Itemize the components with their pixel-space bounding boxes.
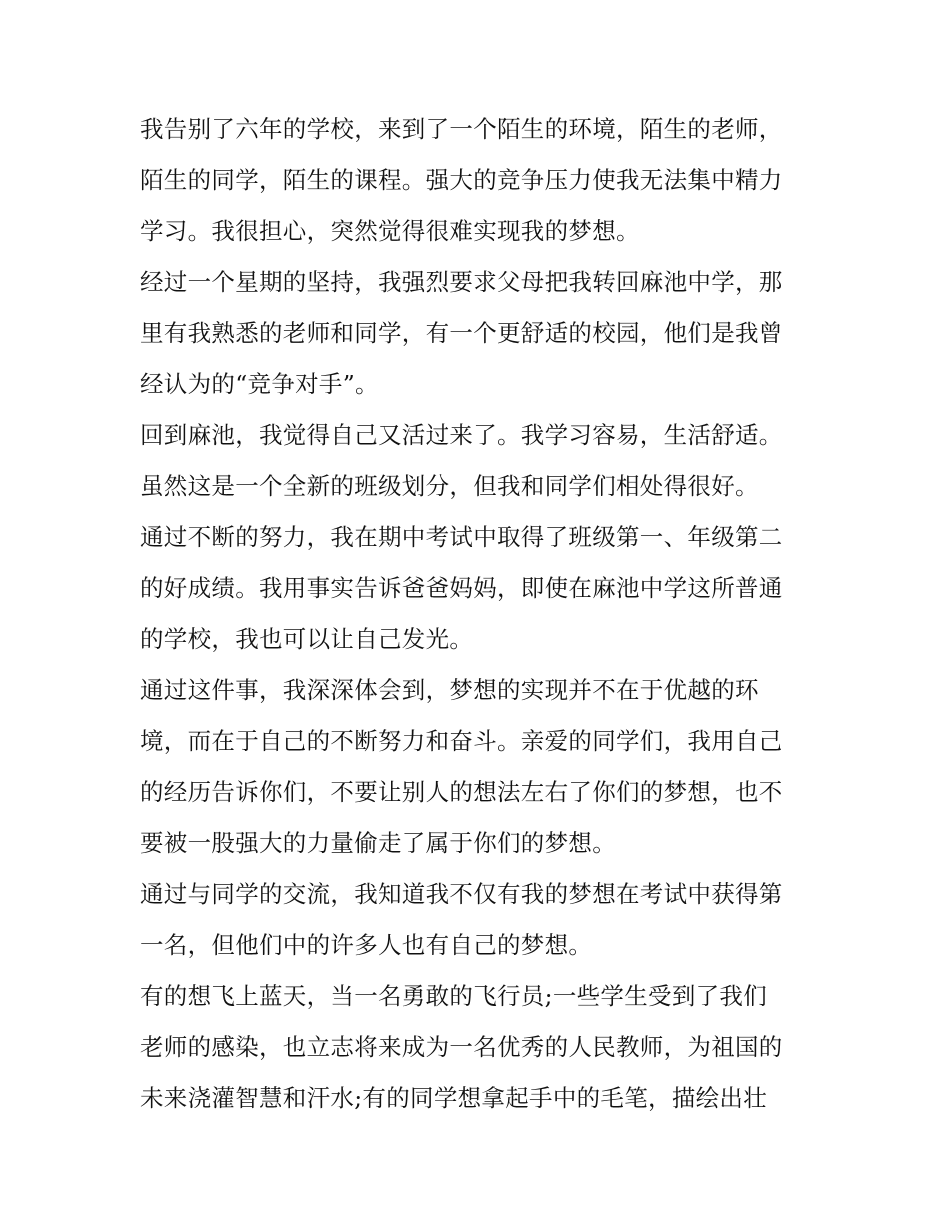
text-line: 经过一个星期的坚持，我强烈要求父母把我转回麻池中学，那 [140,268,783,296]
text-line: 有的想飞上蓝天，当一名勇敢的飞行员;一些学生受到了我们 [140,982,768,1010]
text-line: 陌生的同学，陌生的课程。强大的竞争压力使我无法集中精力 [140,166,783,194]
text-line: 学习。我很担心，突然觉得很难实现我的梦想。 [140,217,640,245]
text-line: 经认为的“竞争对手”。 [140,370,379,398]
text-line: 未来浇灌智慧和汗水;有的同学想拿起手中的毛笔，描绘出壮 [140,1084,768,1112]
text-line: 回到麻池，我觉得自己又活过来了。我学习容易，生活舒适。 [140,421,783,449]
body-text [140,104,830,1124]
text-line: 老师的感染，也立志将来成为一名优秀的人民教师，为祖国的 [140,1033,783,1061]
text-line: 的经历告诉你们，不要让别人的想法左右了你们的梦想，也不 [140,778,783,806]
text-line: 通过与同学的交流，我知道我不仅有我的梦想在考试中获得第 [140,880,783,908]
text-line: 的好成绩。我用事实告诉爸爸妈妈，即使在麻池中学这所普通 [140,574,783,602]
text-line: 的学校，我也可以让自己发光。 [140,625,474,653]
text-line: 我告别了六年的学校，来到了一个陌生的环境，陌生的老师， [140,115,783,143]
text-line: 境，而在于自己的不断努力和奋斗。亲爱的同学们，我用自己 [140,727,783,755]
text-line: 一名，但他们中的许多人也有自己的梦想。 [140,931,593,959]
text-line: 要被一股强大的力量偷走了属于你们的梦想。 [140,829,616,857]
text-line: 虽然这是一个全新的班级划分，但我和同学们相处得很好。 [140,472,759,500]
text-line: 通过不断的努力，我在期中考试中取得了班级第一、年级第二 [140,523,783,551]
text-line: 通过这件事，我深深体会到，梦想的实现并不在于优越的环 [140,676,759,704]
text-line: 里有我熟悉的老师和同学，有一个更舒适的校园，他们是我曾 [140,319,783,347]
